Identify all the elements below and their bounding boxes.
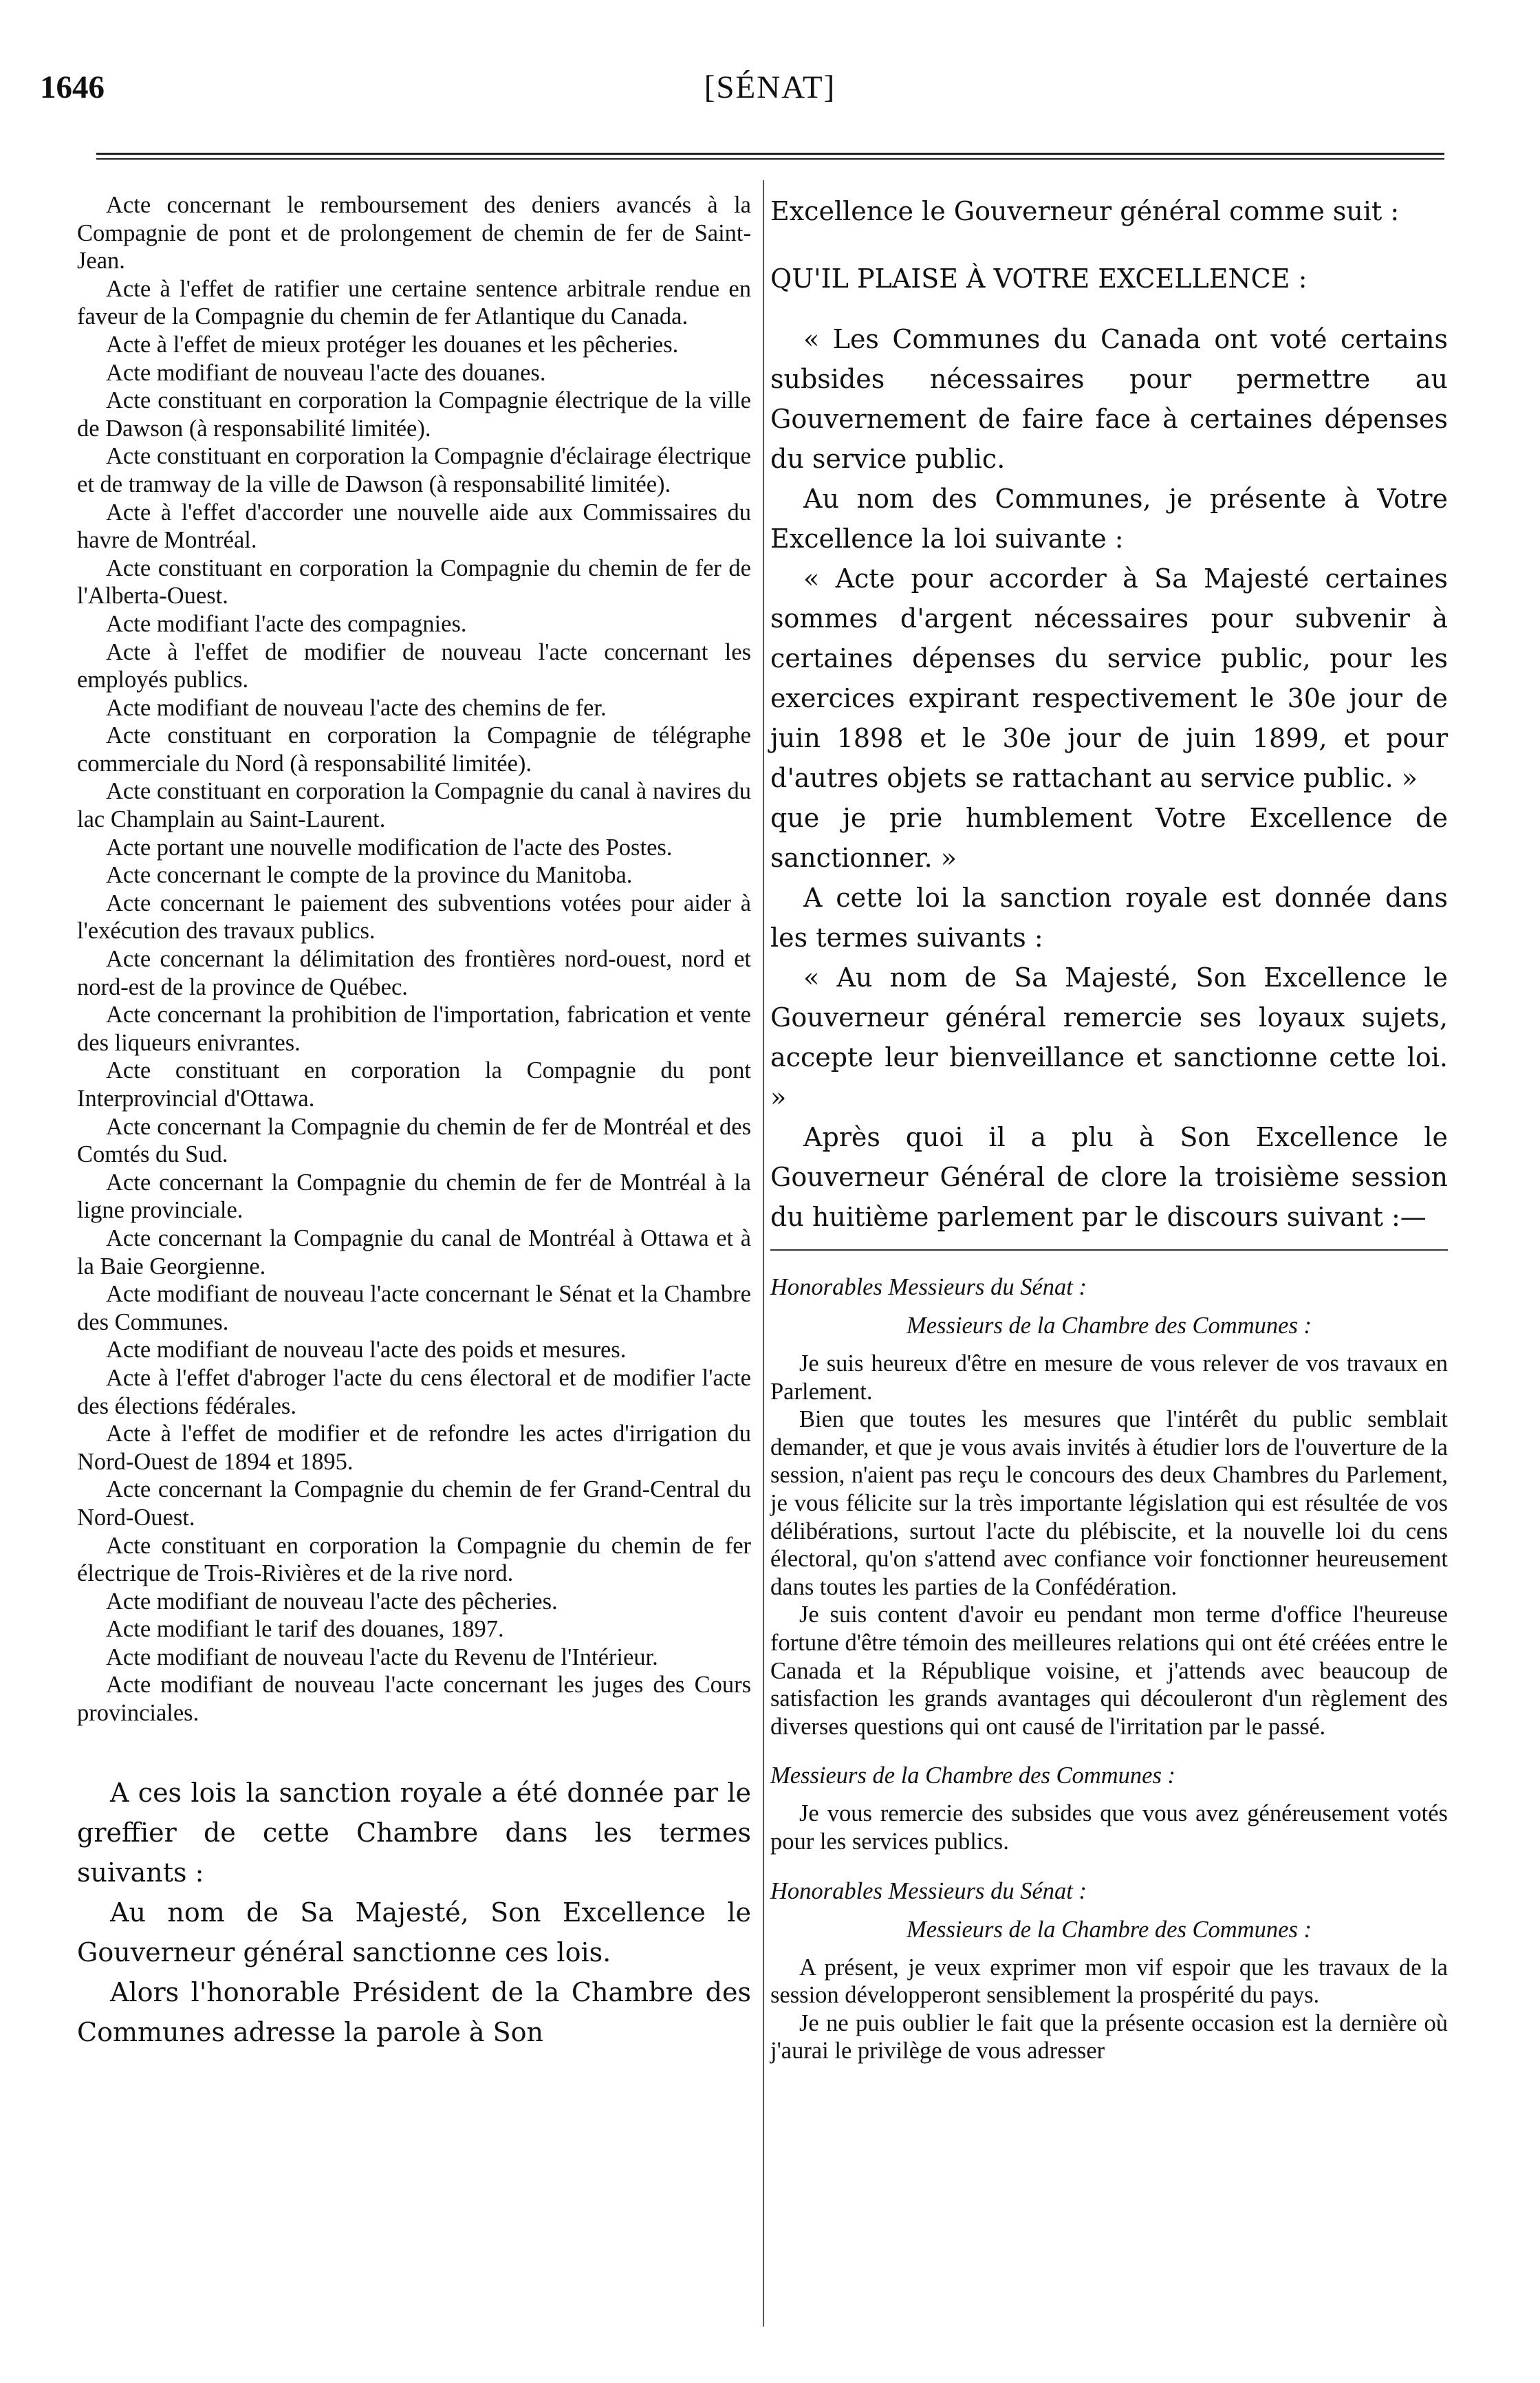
act-item: Acte concernant la Compagnie du chemin de fer de Montréal à la ligne provinciale. — [77, 1169, 751, 1224]
address-paragraph: Au nom des Communes, je présente à Votre Excellence la loi suivante : — [770, 484, 1448, 554]
speech-paragraph: Bien que toutes les mesures que l'intérêt du public semblait demander, et que je vous avais invités à étudier lors de l'ouverture de la session, n'aient pas reçu le concours des deux Chambres du Parlement, je vous félicite sur la très importante législation qui est résultée de vos délibérations, surtout l'acte du plébiscite, et la nouvelle loi du cens électoral, qu'on s'attend avec confiance voir fonctionner heureusement dans toutes les parties de la Confédération. — [770, 1406, 1448, 1600]
act-item: Acte modifiant de nouveau l'acte du Revenu de l'Intérieur. — [106, 1643, 658, 1670]
act-item: Acte constituant en corporation la Compagnie d'éclairage électrique et de tramway de la ville de Dawson (à responsabilité limitée). — [77, 443, 751, 497]
section-separator — [770, 1249, 1448, 1251]
act-item: Acte concernant la Compagnie du chemin de fer de Montréal et des Comtés du Sud. — [77, 1113, 751, 1168]
act-item: Acte à l'effet d'accorder une nouvelle aide aux Commissaires du havre de Montréal. — [77, 499, 751, 554]
address-paragraph: « Acte pour accorder à Sa Majesté certaines sommes d'argent nécessaires pour subvenir à certaines dépenses du service public, pour les exercices expirant respectivement le 30e jour de juin 1898 et le 30e jour de juin 1899, et pour d'autres objets se rattachant au service public. » — [770, 563, 1448, 793]
act-item: Acte modifiant de nouveau l'acte des chemins de fer. — [106, 694, 607, 721]
address-paragraph: Après quoi il a plu à Son Excellence le Gouverneur Général de clore la troisième session du huitième parlement par le discours suivant :— — [770, 1122, 1448, 1232]
right-column — [770, 191, 1448, 2065]
opening-line: Excellence le Gouverneur général comme suit : — [770, 196, 1400, 226]
act-item: Acte modifiant de nouveau l'acte des pêcheries. — [106, 1588, 558, 1615]
address-paragraph: A cette loi la sanction royale est donnée dans les termes suivants : — [770, 883, 1448, 953]
address-paragraph: « Au nom de Sa Majesté, Son Excellence le Gouverneur général remercie ses loyaux sujets, accepte leur bienveillance et sanctionne cette loi. » — [770, 962, 1448, 1112]
act-item: Acte à l'effet de modifier et de refondre les actes d'irrigation du Nord-Ouest de 1894 et 1895. — [77, 1421, 751, 1475]
act-item: Acte concernant la délimitation des frontières nord-ouest, nord et nord-est de la province de Québec. — [77, 946, 751, 1000]
act-item: Acte concernant la Compagnie du canal de Montréal à Ottawa et à la Baie Georgienne. — [77, 1225, 751, 1280]
act-item: Acte modifiant de nouveau l'acte des douanes. — [106, 359, 546, 386]
sanction-paragraph: A ces lois la sanction royale a été donnée par le greffier de cette Chambre dans les termes suivants : — [77, 1777, 751, 1888]
page-header — [0, 69, 1540, 124]
act-item: Acte modifiant l'acte des compagnies. — [106, 610, 467, 637]
act-item: Acte concernant la Compagnie du chemin de fer Grand-Central du Nord-Ouest. — [77, 1476, 751, 1531]
act-item: Acte modifiant de nouveau l'acte des poids et mesures. — [106, 1337, 627, 1363]
speech-salutation: Honorables Messieurs du Sénat : — [770, 1274, 1087, 1300]
act-item: Acte à l'effet d'abroger l'acte du cens électoral et de modifier l'acte des élections fédérales. — [77, 1364, 751, 1419]
speech-salutation: Honorables Messieurs du Sénat : — [770, 1877, 1087, 1904]
speech-salutation: Messieurs de la Chambre des Communes : — [770, 1762, 1175, 1789]
speech-salutation: Messieurs de la Chambre des Communes : — [907, 1313, 1312, 1339]
act-item: Acte constituant en corporation la Compagnie du canal à navires du lac Champlain au Saint-Laurent. — [77, 778, 751, 833]
act-item: Acte concernant la prohibition de l'importation, fabrication et vente des liqueurs enivrantes. — [77, 1002, 751, 1056]
speech-paragraph: Je vous remercie des subsides que vous avez généreusement votés pour les services publics. — [770, 1800, 1448, 1855]
act-item: Acte modifiant de nouveau l'acte concernant le Sénat et la Chambre des Communes. — [77, 1281, 751, 1335]
address-heading: QU'IL PLAISE À VOTRE EXCELLENCE : — [770, 263, 1308, 294]
header-rule-secondary — [96, 158, 1444, 160]
sanction-text — [77, 1773, 751, 2052]
acts-list — [77, 191, 751, 1727]
running-title: [SÉNAT] — [704, 69, 836, 105]
act-item: Acte à l'effet de mieux protéger les douanes et les pêcheries. — [106, 331, 679, 358]
speech-paragraph: Je ne puis oublier le fait que la présente occasion est la dernière où j'aurai le privilège de vous adresser — [770, 2009, 1448, 2064]
speech-paragraph: A présent, je veux exprimer mon vif espoir que les travaux de la session développeront sensiblement la prospérité du pays. — [770, 1954, 1448, 2009]
act-item: Acte modifiant le tarif des douanes, 1897. — [106, 1616, 504, 1643]
act-item: Acte constituant en corporation la Compagnie du pont Interprovincial d'Ottawa. — [77, 1057, 751, 1112]
address-paragraph: « Les Communes du Canada ont voté certains subsides nécessaires pour permettre au Gouvernement de faire face à certaines dépenses du service public. — [770, 324, 1448, 474]
speech-paragraph: Je suis content d'avoir eu pendant mon terme d'office l'heureuse fortune d'être témoin des meilleures relations qui ont été créées entre le Canada et la République voisine, et j'attends avec beaucoup de satisfaction les grands avantages qui découleront d'un règlement des diverses questions qui ont causé de l'irritation par le passé. — [770, 1602, 1448, 1740]
act-item: Acte à l'effet de ratifier une certaine sentence arbitrale rendue en faveur de la Compagnie du chemin de fer Atlantique du Canada. — [77, 275, 751, 330]
column-divider — [763, 180, 764, 2327]
left-column — [77, 191, 751, 2052]
act-item: Acte portant une nouvelle modification de l'acte des Postes. — [106, 834, 673, 861]
speech-paragraph: Je suis heureux d'être en mesure de vous relever de vos travaux en Parlement. — [770, 1350, 1448, 1405]
act-item: Acte constituant en corporation la Compagnie de télégraphe commerciale du Nord (à responsabilité limitée). — [77, 722, 751, 777]
sanction-paragraph: Au nom de Sa Majesté, Son Excellence le Gouverneur général sanctionne ces lois. — [77, 1897, 751, 1967]
sanction-paragraph: Alors l'honorable Président de la Chambre des Communes adresse la parole à Son — [77, 1976, 751, 2047]
act-item: Acte constituant en corporation la Compagnie du chemin de fer électrique de Trois-Rivières et de la rive nord. — [77, 1532, 751, 1587]
act-item: Acte constituant en corporation la Compagnie du chemin de fer de l'Alberta-Ouest. — [77, 554, 751, 610]
act-item: Acte concernant le paiement des subventions votées pour aider à l'exécution des travaux publics. — [77, 889, 751, 945]
act-item: Acte concernant le remboursement des deniers avancés à la Compagnie de pont et de prolongement de chemin de fer de Saint-Jean. — [77, 192, 751, 274]
act-item: Acte concernant le compte de la province du Manitoba. — [106, 862, 633, 889]
throne-speech — [770, 1273, 1448, 2065]
address-text — [770, 191, 1448, 1237]
act-item: Acte modifiant de nouveau l'acte concernant les juges des Cours provinciales. — [77, 1672, 751, 1727]
address-paragraph: que je prie humblement Votre Excellence de sanctionner. » — [770, 803, 1448, 873]
act-item: Acte constituant en corporation la Compagnie électrique de la ville de Dawson (à responsabilité limitée). — [77, 387, 751, 442]
act-item: Acte à l'effet de modifier de nouveau l'acte concernant les employés publics. — [77, 638, 751, 693]
page-number: 1646 — [40, 69, 105, 105]
speech-salutation: Messieurs de la Chambre des Communes : — [907, 1916, 1312, 1943]
header-rule — [96, 153, 1444, 155]
